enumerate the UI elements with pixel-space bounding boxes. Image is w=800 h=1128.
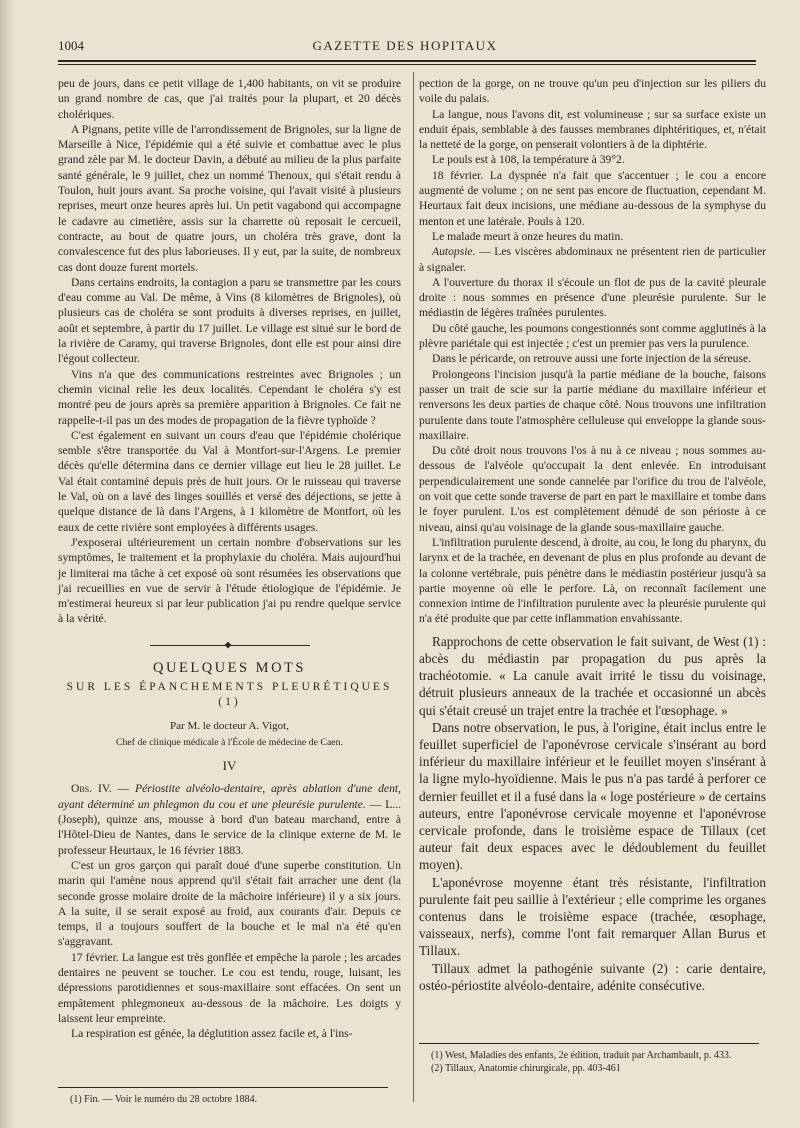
autopsy-paragraph: [419, 244, 766, 275]
journal-title: GAZETTE DES HOPITAUX: [312, 38, 498, 53]
footnote-rule: [419, 1043, 759, 1044]
discussion-paragraph: L'aponévrose moyenne étant très résistante, l'infiltration purulente fait peu saillie à l'extérieur ; elle comprime les organes contenus dans le troisième espace (trachée, œsophage, vaisseaux, nerfs), comme l'ont fait remarquer Allan Burus et Tillaux.: [419, 874, 766, 959]
paragraph: Du côté droit nous trouvons l'os à nu à ce niveau ; nous sommes au-dessous de l'alvéole qu'occupait la dent enlevée. En introduisant perpendiculairement une sonde cannelée par l'orifice du trou de l'alvéole, on voit que cette sonde traverse de part en part le maxillaire et tombe dans le foyer purulent. L'os est complètement dénudé de son périoste à ce niveau, ainsi qu'au voisinage de la glande sous-maxillaire gauche.: [419, 444, 766, 534]
column-divider: [413, 72, 414, 1102]
footnote: (1) Fin. — Voir le numéro du 28 octobre 1884.: [70, 1094, 258, 1105]
paragraph: Le pouls est à 108, la température à 39°2.: [432, 153, 625, 167]
binding-edge: [0, 0, 14, 1128]
part-number: IV: [222, 758, 237, 774]
paragraph: Vins n'a que des communications restreintes avec Brignoles ; un chemin vicinal relie les deux localités. Cependant le choléra s'y est montré peu de jours après sa première apparition à Brignoles. Ce fait ne rappelle-t-il pas un des modes de propagation de la fièvre typhoïde ?: [58, 367, 401, 427]
paragraph: La langue, nous l'avons dit, est volumineuse ; sur sa surface existe un enduit épais, semblable à des fausses membranes diphtéritiques, et, n'était la netteté de la gorge, on penserait volontiers à de la diphtérie.: [419, 107, 766, 152]
left-footnotes: [58, 1073, 401, 1106]
paragraph: Du côté gauche, les poumons congestionnés sont comme agglutinés à la plèvre pariétale qui est injectée ; c'est un premier pas vers la purulence.: [419, 321, 766, 351]
paragraph: A Pignans, petite ville de l'arrondissement de Brignoles, sur la ligne de Marseille à Nice, l'épidémie qui a été suivie et combattue avec le plus grand zèle par M. le docteur Davin, a débuté au milieu de la plus parfaite santé générale, le 9 juillet, chez un nommé Thenoux, qui s'était rendu à Toulon, huit jours avant. Sa proche voisine, qui l'avait visité à plusieurs reprises, meurt onze heures après lui. Un petit vagabond qui accompagne le cadavre au cimetière, assis sur la charrette où reposait le cercueil, contracte, au bout de quatre jours, un choléra très grave, dont la convalescence fut des plus laborieuses. Il y eut, par la suite, de nombreux cas dont douze furent mortels.: [58, 122, 401, 274]
article-subtitle: SUR LES ÉPANCHEMENTS PLEURÉTIQUES (1): [66, 680, 393, 709]
paragraph: C'est également en suivant un cours d'eau que l'épidémie cholérique semble s'être transportée du Val à Montfort-sur-l'Argens. Le premier décès qu'elle détermina dans ce dernier village eut lieu le 28 juillet. Le Val était contaminé depuis près de huit jours. Or le ruisseau qui traverse le Val, où on a lavé des linges souillés et versé des déjections, se jette à quelque distance de là dans l'Argens, à 1 kilomètre de Montfort, où les eaux de cette rivière sont employées à différents usages.: [58, 428, 401, 534]
paragraph: peu de jours, dans ce petit village de 1,400 habitants, on vit se produire un grand nombre de cas, que j'ai traités pour la plupart, et 20 décès cholériques.: [58, 77, 401, 121]
footnote-rule: [58, 1087, 388, 1088]
page-number: 1004: [58, 38, 84, 53]
discussion-paragraph: Rapprochons de cette observation le fait suivant, de West (1) : abcès du médiastin par propagation du pus après la trachéotomie. « La canule avait irrité le tissu du voisinage, détruit plusieurs anneaux de la trachée et occasionné un abcès qui s'était creusé un trajet entre la trachée et l'œsophage. »: [419, 633, 766, 718]
paragraph: C'est un gros garçon qui paraît doué d'une superbe constitution. Un marin qui l'amène nous apprend qu'il s'était fait arracher une dent (la seconde grosse molaire droite de la mâchoire inférieure) il y a six jours. A la suite, il se serait exposé au froid, aux courants d'air. Depuis ce temps, il a toujours souffert de la bouche et le mal n'a été qu'en s'aggravant.: [58, 858, 401, 949]
paragraph: La respiration est gênée, la déglutition assez facile et, à l'ins-: [71, 1027, 353, 1041]
right-column: [419, 76, 766, 994]
left-column: [58, 76, 401, 1042]
article-author: Par M. le docteur A. Vigot,: [170, 719, 289, 732]
article-title: QUELQUES MOTS: [153, 659, 306, 676]
discussion-paragraph: Dans notre observation, le pus, à l'origine, était inclus entre le feuillet superficiel de l'aponévrose cervicale s'insérant au bord inférieur du maxillaire inférieur et le feuillet moyen s'insérant à la ligne mylo-hyoïdienne. Mais le pus n'a pas tardé à perforer ce dernier feuillet et il a fusé dans la « loge postérieure » de certains auteurs, entre l'aponévrose cervicale moyenne et l'aponévrose cervicale profonde, dans le troisième espace de Tillaux (cet auteur fait deux espaces avec le dédoublement du feuillet moyen).: [419, 719, 766, 873]
section-separator-ornament: [150, 641, 310, 649]
right-footnotes: [419, 1043, 766, 1075]
paragraph: J'exposerai ultérieurement un certain nombre d'observations sur les symptômes, le traitement et la prophylaxie du choléra. Mais aujourd'hui je limiterai ma tâche à cet exposé où sont résumées les observations que j'ai recueillies en vue de servir à l'étude étiologique de l'épidémie. Je m'estimerai heureux si par leur publication j'ai pu rendre quelque service à la vérité.: [58, 535, 401, 626]
paragraph: 18 février. La dyspnée n'a fait que s'accentuer ; le cou a encore augmenté de volume ; on ne sent pas encore de fluctuation, cependant M. Heurtaux fait deux incisions, une médiane au-dessous de la symphyse du menton et une latérale. Pouls à 120.: [419, 168, 766, 228]
header-rule: [58, 60, 756, 62]
observation-label: Obs. IV. —: [71, 782, 130, 796]
header-rule-thin: [58, 64, 756, 65]
paragraph: 17 février. La langue est très gonflée et empêche la parole ; les arcades dentaires ne peuvent se toucher. Le cou est tendu, rouge, luisant, les dépressions parotidiennes et sous-maxillaire sont effacées. On sent un empâtement phlegmoneux au-dessous de la mâchoire. Les doigts y laissent leur empreinte.: [58, 950, 401, 1025]
autopsy-text: — Les viscères abdominaux ne présentent rien de particulier à signaler.: [419, 245, 766, 274]
autopsy-label: Autopsie.: [432, 245, 476, 259]
paragraph: Dans le péricarde, on retrouve aussi une forte injection de la séreuse.: [432, 352, 752, 366]
paragraph: A l'ouverture du thorax il s'écoule un flot de pus de la cavité pleurale droite : nous sommes en présence d'une pleurésie purulente. Sur le médiastin de légères traînées purulentes.: [419, 275, 766, 320]
paragraph: Le malade meurt à onze heures du matin.: [432, 229, 624, 243]
paragraph: pection de la gorge, on ne trouve qu'un peu d'injection sur les piliers du voile du palais.: [419, 77, 766, 106]
paragraph: Prolongeons l'incision jusqu'à la partie médiane de la bouche, faisons passer un trait de scie sur la partie médiane du maxillaire inférieur et renversons les deux parties de chaque côté. Nous trouvons une infiltration purulente dans toute l'atmosphère celluleuse qui enveloppe la glande sous-maxillaire.: [419, 367, 766, 442]
observation-title: Périostite alvéolo-dentaire, après ablation d'une dent, ayant déterminé un phlegmon du cou et une pleurésie purulente.: [58, 782, 401, 811]
footnote: (2) Tillaux, Anatomie chirurgicale, pp. 403-461: [431, 1063, 621, 1074]
running-header: [58, 38, 752, 58]
author-affiliation: Chef de clinique médicale à l'École de médecine de Caen.: [116, 736, 343, 748]
discussion-paragraph: Tillaux admet la pathogénie suivante (2) : carie dentaire, ostéo-périostite alvéolo-dentaire, adénite consécutive.: [419, 960, 766, 993]
paragraph: Dans certains endroits, la contagion a paru se transmettre par les cours d'eau comme au Val. De même, à Vins (8 kilomètres de Brignoles), où plusieurs cas de choléra se sont produits à diverses reprises, en juillet, août et septembre, à partir du 17 juillet. Le village est situé sur le bord de la rivière de Caramy, qui traverse Brignoles, dont elle est pour ainsi dire l'égout collecteur.: [58, 275, 401, 366]
observation-text: — L... (Joseph), quinze ans, mousse à bord d'un bateau marchand, entre à l'Hôtel-Dieu de Nantes, dans le service de la clinique externe de M. le professeur Heurtaux, le 16 février 1883.: [58, 797, 401, 857]
observation-heading: [58, 781, 401, 857]
paragraph: L'infiltration purulente descend, à droite, au cou, le long du pharynx, du larynx et de la trachée, en devenant de plus en plus profonde au devant de la colonne vertébrale, puis pénètre dans le médiastin postérieur jusqu'à sa partie moyenne où elle le perfore. Là, on reconnaît facilement une connexion intime de l'infiltration purulente avec la pleurésie purulente qui n'a été produite que par cette inflammation envahissante.: [419, 535, 766, 626]
footnote: (1) West, Maladies des enfants, 2e édition, traduit par Archambault, p. 433.: [431, 1050, 732, 1061]
